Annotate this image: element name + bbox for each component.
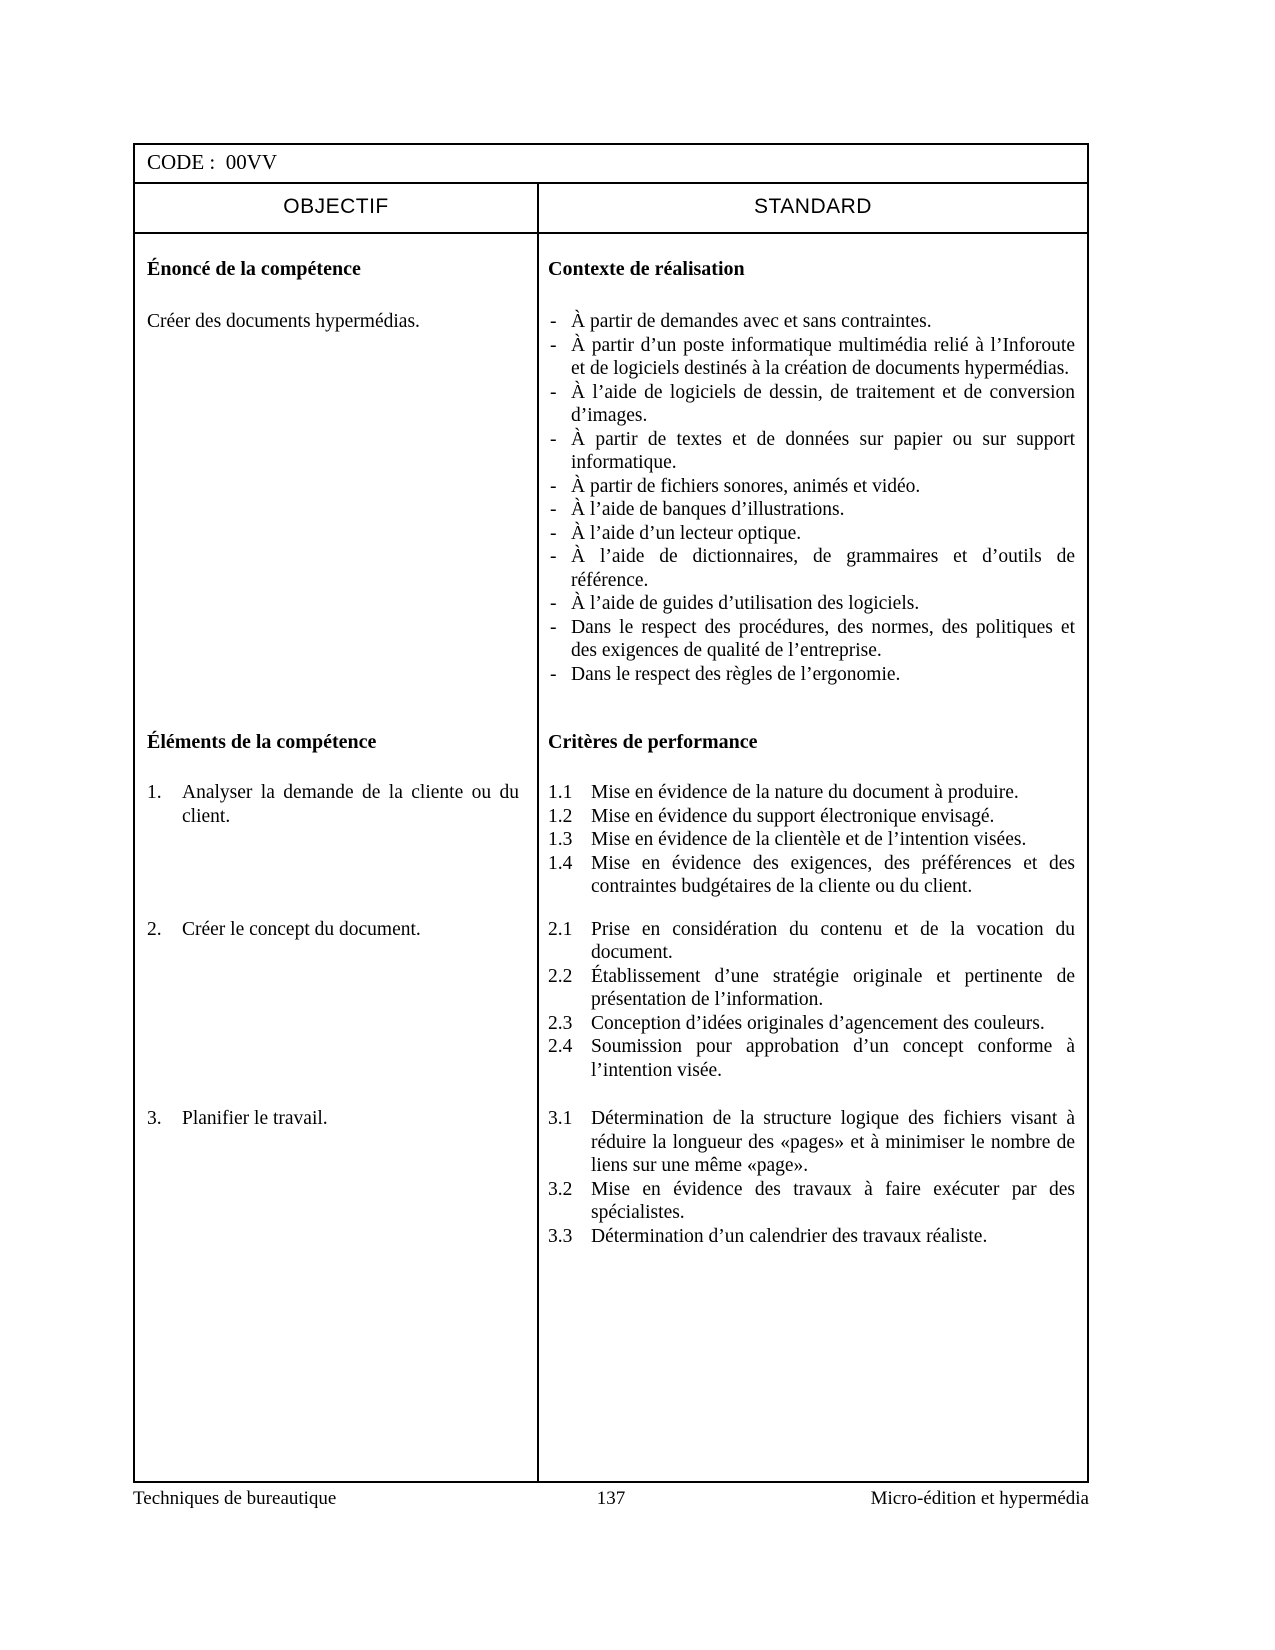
objectif-cell-element-2 [135, 899, 539, 1083]
element-number: 2. [147, 918, 162, 940]
column-header-row [135, 184, 1087, 234]
critere-number: 2.3 [548, 1012, 573, 1034]
dash-bullet: - [550, 593, 557, 614]
contexte-item: - Dans le respect des procédures, des normes, des politiques et des exigences de qualité de l’entreprise. [550, 616, 1075, 661]
objectif-cell-element-3 [135, 1082, 539, 1248]
dash-bullet: - [550, 522, 557, 544]
critere-number: 2.4 [548, 1036, 573, 1057]
criteres-heading: Critères de performance [548, 731, 758, 753]
critere-item: 2.2 Établissement d’une stratégie originale et pertinente de présentation de l’information. [548, 965, 1075, 1010]
table-body [135, 234, 1087, 1481]
standard-cell-criteria-2 [539, 899, 1087, 1083]
enonce-heading: Énoncé de la compétence [147, 258, 361, 280]
elements-heading: Éléments de la compétence [147, 731, 377, 753]
objectif-cell-heading-1 [135, 234, 539, 281]
critere-number: 1.2 [548, 805, 573, 827]
critere-number: 3.2 [548, 1178, 573, 1200]
objectif-cell-enonce [135, 281, 539, 686]
competency-table [133, 143, 1089, 1483]
critere-item: 1.3 Mise en évidence de la clientèle et de l’intention visées. [548, 829, 1027, 850]
standard-header: STANDARD [754, 195, 872, 218]
dash-bullet: - [550, 334, 557, 356]
dash-bullet: - [550, 428, 557, 450]
footer-right: Micro-édition et hypermédia [870, 1488, 1089, 1509]
element-item: 3. Planifier le travail. [147, 1108, 328, 1129]
contexte-item: - À partir de fichiers sonores, animés et vidéo. [550, 475, 921, 497]
critere-number: 2.2 [548, 965, 573, 987]
contexte-heading: Contexte de réalisation [548, 258, 745, 280]
critere-number: 1.1 [548, 782, 573, 803]
critere-item: 2.3 Conception d’idées originales d’agencement des couleurs. [548, 1012, 1045, 1034]
contexte-item: - Dans le respect des règles de l’ergonomie. [550, 663, 901, 685]
standard-cell-criteria-1 [539, 754, 1087, 899]
dash-bullet: - [550, 616, 557, 638]
code-label: CODE : 00VV [147, 150, 278, 174]
critere-item: 1.2 Mise en évidence du support électronique envisagé. [548, 805, 995, 827]
critere-number: 1.4 [548, 852, 573, 874]
critere-item: 3.2 Mise en évidence des travaux à faire exécuter par des spécialistes. [548, 1178, 1075, 1223]
critere-item: 2.4 Soumission pour approbation d’un concept conforme à l’intention visée. [548, 1036, 1075, 1081]
standard-cell-heading-2 [539, 686, 1087, 754]
contexte-item: - À l’aide de dictionnaires, de grammaires et d’outils de référence. [550, 546, 1075, 591]
critere-item: 3.3 Détermination d’un calendrier des travaux réaliste. [548, 1225, 988, 1247]
objectif-cell-filler [135, 1248, 539, 1481]
standard-cell-criteria-3 [539, 1082, 1087, 1248]
enonce-text: Créer des documents hypermédias. [147, 311, 420, 332]
dash-bullet: - [550, 663, 557, 685]
objectif-cell-heading-2 [135, 686, 539, 754]
dash-bullet: - [550, 311, 557, 332]
element-item: 1. Analyser la demande de la cliente ou du client. [147, 782, 519, 827]
dash-bullet: - [550, 381, 557, 403]
element-item: 2. Créer le concept du document. [147, 918, 421, 940]
contexte-item: - À l’aide d’un lecteur optique. [550, 522, 802, 544]
contexte-item: - À partir de demandes avec et sans contraintes. [550, 311, 932, 332]
standard-cell-contexte [539, 281, 1087, 686]
critere-number: 1.3 [548, 829, 573, 850]
page-footer [133, 1488, 1089, 1510]
dash-bullet: - [550, 499, 557, 520]
dash-bullet: - [550, 475, 557, 497]
dash-bullet: - [550, 546, 557, 567]
footer-left: Techniques de bureautique [133, 1488, 337, 1509]
element-number: 3. [147, 1108, 162, 1129]
footer-page-number: 137 [596, 1488, 626, 1509]
objectif-header: OBJECTIF [135, 184, 539, 232]
contexte-item: - À l’aide de banques d’illustrations. [550, 499, 845, 520]
critere-item: 2.1 Prise en considération du contenu et de la vocation du document. [548, 918, 1075, 963]
critere-item: 1.1 Mise en évidence de la nature du document à produire. [548, 782, 1019, 803]
contexte-item: - À l’aide de guides d’utilisation des logiciels. [550, 593, 920, 614]
critere-number: 3.1 [548, 1108, 573, 1129]
contexte-item: - À partir de textes et de données sur papier ou sur support informatique. [550, 428, 1075, 473]
critere-number: 3.3 [548, 1225, 573, 1247]
code-row [135, 145, 1087, 184]
contexte-item: - À partir d’un poste informatique multimédia relié à l’Inforoute et de logiciels destinés à la création de documents hypermédias. [550, 334, 1075, 379]
standard-cell-filler [539, 1248, 1087, 1481]
standard-cell-heading-1 [539, 234, 1087, 281]
critere-item: 3.1 Détermination de la structure logique des fichiers visant à réduire la longueur des «pages» et à minimiser le nombre de liens sur une même «page». [548, 1108, 1075, 1176]
critere-number: 2.1 [548, 918, 573, 940]
element-number: 1. [147, 782, 162, 803]
contexte-item: - À l’aide de logiciels de dessin, de traitement et de conversion d’images. [550, 381, 1075, 426]
critere-item: 1.4 Mise en évidence des exigences, des préférences et des contraintes budgétaires de la cliente ou du client. [548, 852, 1075, 897]
objectif-cell-element-1 [135, 754, 539, 899]
